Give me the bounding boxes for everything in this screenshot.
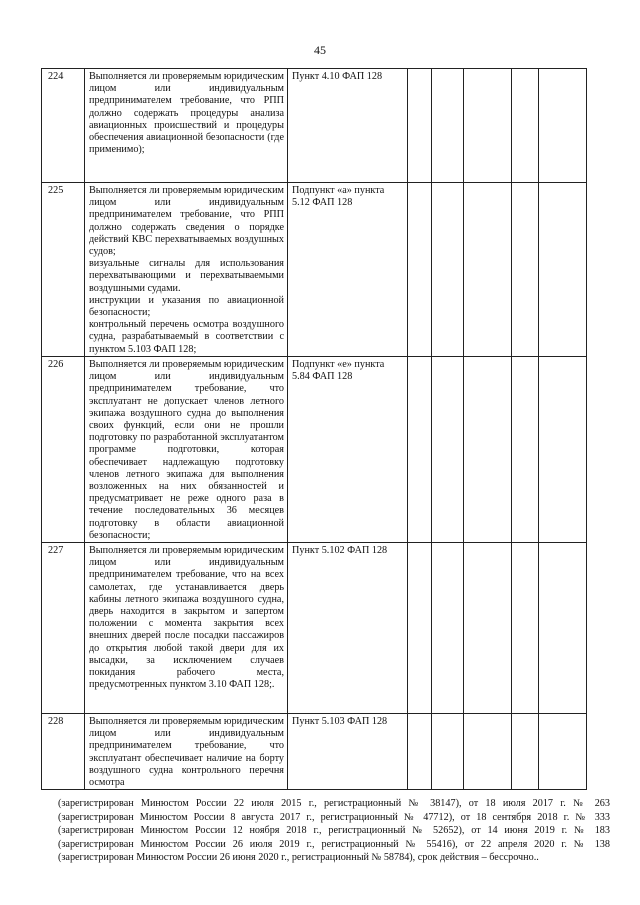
answer-cell-no[interactable] (432, 714, 464, 790)
answer-cell-yes[interactable] (408, 714, 432, 790)
answer-cell-yes[interactable] (408, 69, 432, 183)
table-row (42, 357, 587, 543)
row-number: 224 (42, 69, 85, 183)
footnote-line: (зарегистрирован Минюстом России 22 июля 2015 г., регистрационный № 38147), от 18 июля 2017 г. № 263 (58, 798, 610, 809)
answer-cell-no[interactable] (432, 183, 464, 357)
requirement-line: Выполняется ли проверяемым юридическим лицом или индивидуальным предпринимателем требование, что РПП должно содержать сведения о порядке действий КВС перехватываемых воздушных судов; (89, 185, 284, 258)
requirement-line: Выполняется ли проверяемым юридическим лицом или индивидуальным предпринимателем требование, что эксплуатант обеспечивает наличие на борту воздушного судна контрольного перечня осмотра (89, 716, 284, 789)
table-row (42, 183, 587, 357)
answer-cell-na[interactable] (464, 69, 512, 183)
requirement-line: визуальные сигналы для использования перехватывающими и перехватываемыми воздушными судами. (89, 258, 284, 294)
requirement-text (85, 69, 288, 183)
row-number: 226 (42, 357, 85, 543)
legal-reference: Подпункт «е» пункта 5.84 ФАП 128 (288, 357, 408, 543)
checklist-table (41, 68, 587, 790)
table-row (42, 543, 587, 714)
notes-cell[interactable] (539, 357, 587, 543)
answer-cell-yes[interactable] (408, 183, 432, 357)
answer-cell-extra[interactable] (512, 357, 539, 543)
notes-cell[interactable] (539, 183, 587, 357)
requirement-line: Выполняется ли проверяемым юридическим лицом или индивидуальным предпринимателем требование, что РПП должно содержать процедуры анализа авиационных происшествий и процедуры обеспечения авиационной безопасности (где применимо); (89, 71, 284, 156)
footnote-line: (зарегистрирован Минюстом России 8 августа 2017 г., регистрационный № 47712), от 18 сентября 2018 г. № 333 (58, 811, 610, 823)
requirement-line: Выполняется ли проверяемым юридическим лицом или индивидуальным предпринимателем требование, что эксплуатант не допускает членов летного экипажа воздушного судна до выполнения своих функций, если они не прошли подготовку по разработанной эксплуатантом программе подготовки, которая обеспечивает надлежащую подготовку членов летного экипажа для выполнения возложенных на них обязанностей и предусматривает не реже одного раза в течение последовательных 36 месяцев подготовку в области авиационной безопасности; (89, 359, 284, 541)
row-number: 225 (42, 183, 85, 357)
notes-cell[interactable] (539, 714, 587, 790)
footnote-line: (зарегистрирован Минюстом России 26 июля 2019 г., регистрационный № 55416), от 22 апреля 2020 г. № 138 (58, 838, 610, 850)
requirement-line: инструкции и указания по авиационной безопасности; (89, 294, 284, 319)
answer-cell-no[interactable] (432, 69, 464, 183)
requirement-line: контрольный перечень осмотра воздушного судна, разрабатываемый в соответствии с пунктом 5.103 ФАП 128; (89, 319, 284, 355)
answer-cell-na[interactable] (464, 183, 512, 357)
requirement-line: Выполняется ли проверяемым юридическим лицом или индивидуальным предпринимателем требование, что на всех самолетах, где устанавливается дверь кабины летного экипажа воздушного судна, дверь находится в закрытом и запертом положении с момента закрытия всех внешних дверей после посадки пассажиров до открытия любой такой двери для их высадки, за исключением случаев покидания рабочего места, предусмотренных пунктом 3.10 ФАП 128;. (89, 545, 284, 691)
table-row (42, 69, 587, 183)
row-number: 227 (42, 543, 85, 714)
footnote-line: (зарегистрирован Минюстом России 26 июня 2020 г., регистрационный № 58784), срок действия – бессрочно.. (58, 852, 539, 864)
footnote (58, 797, 610, 865)
footnote-line: (зарегистрирован Минюстом России 12 ноября 2018 г., регистрационный № 52652), от 14 июня 2019 г. № 183 (58, 825, 610, 837)
requirement-text (85, 714, 288, 790)
answer-cell-extra[interactable] (512, 543, 539, 714)
answer-cell-extra[interactable] (512, 714, 539, 790)
legal-reference: Пункт 5.103 ФАП 128 (288, 714, 408, 790)
answer-cell-no[interactable] (432, 543, 464, 714)
answer-cell-no[interactable] (432, 357, 464, 543)
answer-cell-extra[interactable] (512, 183, 539, 357)
answer-cell-na[interactable] (464, 357, 512, 543)
answer-cell-yes[interactable] (408, 357, 432, 543)
row-number: 228 (42, 714, 85, 790)
legal-reference: Подпункт «а» пункта 5.12 ФАП 128 (288, 183, 408, 357)
legal-reference: Пункт 4.10 ФАП 128 (288, 69, 408, 183)
answer-cell-extra[interactable] (512, 69, 539, 183)
table-row (42, 714, 587, 790)
requirement-text (85, 183, 288, 357)
page-number: 45 (314, 43, 326, 57)
answer-cell-yes[interactable] (408, 543, 432, 714)
requirement-text (85, 357, 288, 543)
answer-cell-na[interactable] (464, 714, 512, 790)
notes-cell[interactable] (539, 543, 587, 714)
legal-reference: Пункт 5.102 ФАП 128 (288, 543, 408, 714)
requirement-text (85, 543, 288, 714)
answer-cell-na[interactable] (464, 543, 512, 714)
notes-cell[interactable] (539, 69, 587, 183)
